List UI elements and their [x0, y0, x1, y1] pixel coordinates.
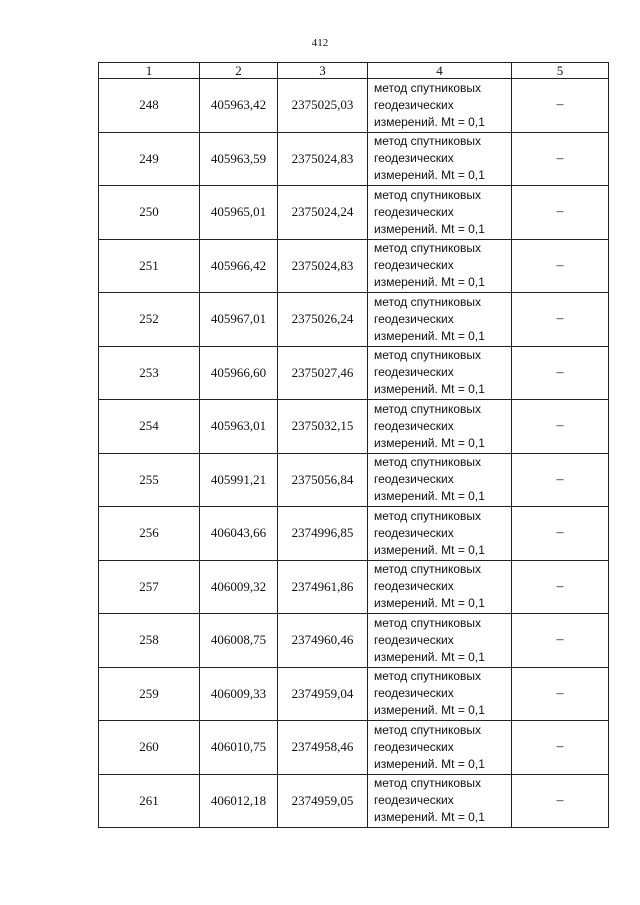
method-line: метод спутниковых — [374, 401, 482, 416]
method-line: метод спутниковых — [374, 455, 482, 470]
method-line: метод спутниковых — [374, 615, 482, 630]
header-cell-1: 1 — [99, 63, 200, 79]
method-line: измерений. Mt = 0,1 — [374, 489, 485, 504]
method-cell — [368, 132, 512, 186]
y-coordinate-cell: 2374958,46 — [278, 721, 368, 775]
table-row — [99, 453, 609, 507]
method-line: геодезических — [374, 793, 454, 808]
method-cell — [368, 667, 512, 721]
method-line: измерений. Mt = 0,1 — [374, 810, 485, 825]
point-number-cell: 255 — [99, 453, 200, 507]
method-line: геодезических — [374, 365, 454, 380]
y-coordinate-cell: 2374959,05 — [278, 774, 368, 828]
header-cell-4: 4 — [368, 63, 512, 79]
table-row — [99, 293, 609, 347]
note-cell: – — [512, 293, 609, 347]
header-cell-2: 2 — [200, 63, 278, 79]
method-line: метод спутниковых — [374, 508, 482, 523]
method-line: геодезических — [374, 632, 454, 647]
method-line: метод спутниковых — [374, 669, 482, 684]
point-number-cell: 250 — [99, 186, 200, 240]
note-cell: – — [512, 239, 609, 293]
point-number-cell: 253 — [99, 346, 200, 400]
method-cell — [368, 400, 512, 454]
method-line: геодезических — [374, 151, 454, 166]
method-line: метод спутниковых — [374, 348, 482, 363]
method-line: метод спутниковых — [374, 187, 482, 202]
method-cell — [368, 774, 512, 828]
note-cell: – — [512, 774, 609, 828]
method-cell — [368, 186, 512, 240]
x-coordinate-cell: 405963,42 — [200, 79, 278, 133]
table-header — [99, 63, 609, 79]
method-line: метод спутниковых — [374, 80, 482, 95]
method-line: метод спутниковых — [374, 241, 482, 256]
note-cell: – — [512, 560, 609, 614]
x-coordinate-cell: 406010,75 — [200, 721, 278, 775]
method-cell — [368, 346, 512, 400]
point-number-cell: 258 — [99, 614, 200, 668]
table-body — [99, 79, 609, 828]
x-coordinate-cell: 406009,33 — [200, 667, 278, 721]
note-cell: – — [512, 453, 609, 507]
table-row — [99, 614, 609, 668]
method-cell — [368, 453, 512, 507]
method-line: измерений. Mt = 0,1 — [374, 221, 485, 236]
x-coordinate-cell: 405963,01 — [200, 400, 278, 454]
x-coordinate-cell: 405963,59 — [200, 132, 278, 186]
point-number-cell: 256 — [99, 507, 200, 561]
note-cell: – — [512, 400, 609, 454]
note-cell: – — [512, 507, 609, 561]
method-line: геодезических — [374, 472, 454, 487]
method-line: геодезических — [374, 204, 454, 219]
point-number-cell: 251 — [99, 239, 200, 293]
x-coordinate-cell: 406043,66 — [200, 507, 278, 561]
note-cell: – — [512, 667, 609, 721]
point-number-cell: 261 — [99, 774, 200, 828]
method-line: измерений. Mt = 0,1 — [374, 542, 485, 557]
method-line: измерений. Mt = 0,1 — [374, 275, 485, 290]
method-cell — [368, 721, 512, 775]
method-line: измерений. Mt = 0,1 — [374, 756, 485, 771]
point-number-cell: 248 — [99, 79, 200, 133]
table-row — [99, 721, 609, 775]
page-number: 412 — [311, 37, 329, 49]
table-row — [99, 667, 609, 721]
note-cell: – — [512, 721, 609, 775]
method-cell — [368, 79, 512, 133]
method-line: метод спутниковых — [374, 722, 482, 737]
header-cell-3: 3 — [278, 63, 368, 79]
method-cell — [368, 614, 512, 668]
y-coordinate-cell: 2374961,86 — [278, 560, 368, 614]
x-coordinate-cell: 405966,60 — [200, 346, 278, 400]
note-cell: – — [512, 79, 609, 133]
x-coordinate-cell: 405991,21 — [200, 453, 278, 507]
table-row — [99, 507, 609, 561]
x-coordinate-cell: 405967,01 — [200, 293, 278, 347]
table-row — [99, 560, 609, 614]
x-coordinate-cell: 405965,01 — [200, 186, 278, 240]
method-cell — [368, 239, 512, 293]
y-coordinate-cell: 2375024,83 — [278, 132, 368, 186]
method-cell — [368, 507, 512, 561]
point-number-cell: 259 — [99, 667, 200, 721]
table-row — [99, 400, 609, 454]
y-coordinate-cell: 2374959,04 — [278, 667, 368, 721]
method-line: измерений. Mt = 0,1 — [374, 435, 485, 450]
note-cell: – — [512, 346, 609, 400]
coordinates-table — [98, 62, 609, 828]
table-row — [99, 239, 609, 293]
method-line: измерений. Mt = 0,1 — [374, 596, 485, 611]
point-number-cell: 260 — [99, 721, 200, 775]
point-number-cell: 252 — [99, 293, 200, 347]
point-number-cell: 257 — [99, 560, 200, 614]
y-coordinate-cell: 2374996,85 — [278, 507, 368, 561]
method-line: метод спутниковых — [374, 294, 482, 309]
method-line: геодезических — [374, 97, 454, 112]
header-row — [99, 63, 609, 79]
method-line: геодезических — [374, 739, 454, 754]
method-line: измерений. Mt = 0,1 — [374, 649, 485, 664]
y-coordinate-cell: 2375056,84 — [278, 453, 368, 507]
x-coordinate-cell: 406009,32 — [200, 560, 278, 614]
method-line: измерений. Mt = 0,1 — [374, 703, 485, 718]
method-line: измерений. Mt = 0,1 — [374, 168, 485, 183]
y-coordinate-cell: 2375024,83 — [278, 239, 368, 293]
y-coordinate-cell: 2375032,15 — [278, 400, 368, 454]
header-cell-5: 5 — [512, 63, 609, 79]
y-coordinate-cell: 2375025,03 — [278, 79, 368, 133]
y-coordinate-cell: 2374960,46 — [278, 614, 368, 668]
method-cell — [368, 293, 512, 347]
table-row — [99, 79, 609, 133]
point-number-cell: 249 — [99, 132, 200, 186]
x-coordinate-cell: 405966,42 — [200, 239, 278, 293]
method-line: геодезических — [374, 525, 454, 540]
method-line: геодезических — [374, 418, 454, 433]
method-line: геодезических — [374, 258, 454, 273]
point-number-cell: 254 — [99, 400, 200, 454]
x-coordinate-cell: 406008,75 — [200, 614, 278, 668]
method-line: измерений. Mt = 0,1 — [374, 328, 485, 343]
method-line: геодезических — [374, 311, 454, 326]
method-line: измерений. Mt = 0,1 — [374, 114, 485, 129]
y-coordinate-cell: 2375024,24 — [278, 186, 368, 240]
method-line: метод спутниковых — [374, 776, 482, 791]
x-coordinate-cell: 406012,18 — [200, 774, 278, 828]
table-row — [99, 346, 609, 400]
method-line: геодезических — [374, 686, 454, 701]
method-line: метод спутниковых — [374, 562, 482, 577]
note-cell: – — [512, 132, 609, 186]
table-row — [99, 186, 609, 240]
table-row — [99, 132, 609, 186]
note-cell: – — [512, 186, 609, 240]
method-cell — [368, 560, 512, 614]
y-coordinate-cell: 2375027,46 — [278, 346, 368, 400]
table-row — [99, 774, 609, 828]
method-line: геодезических — [374, 579, 454, 594]
method-line: измерений. Mt = 0,1 — [374, 382, 485, 397]
note-cell: – — [512, 614, 609, 668]
method-line: метод спутниковых — [374, 134, 482, 149]
y-coordinate-cell: 2375026,24 — [278, 293, 368, 347]
